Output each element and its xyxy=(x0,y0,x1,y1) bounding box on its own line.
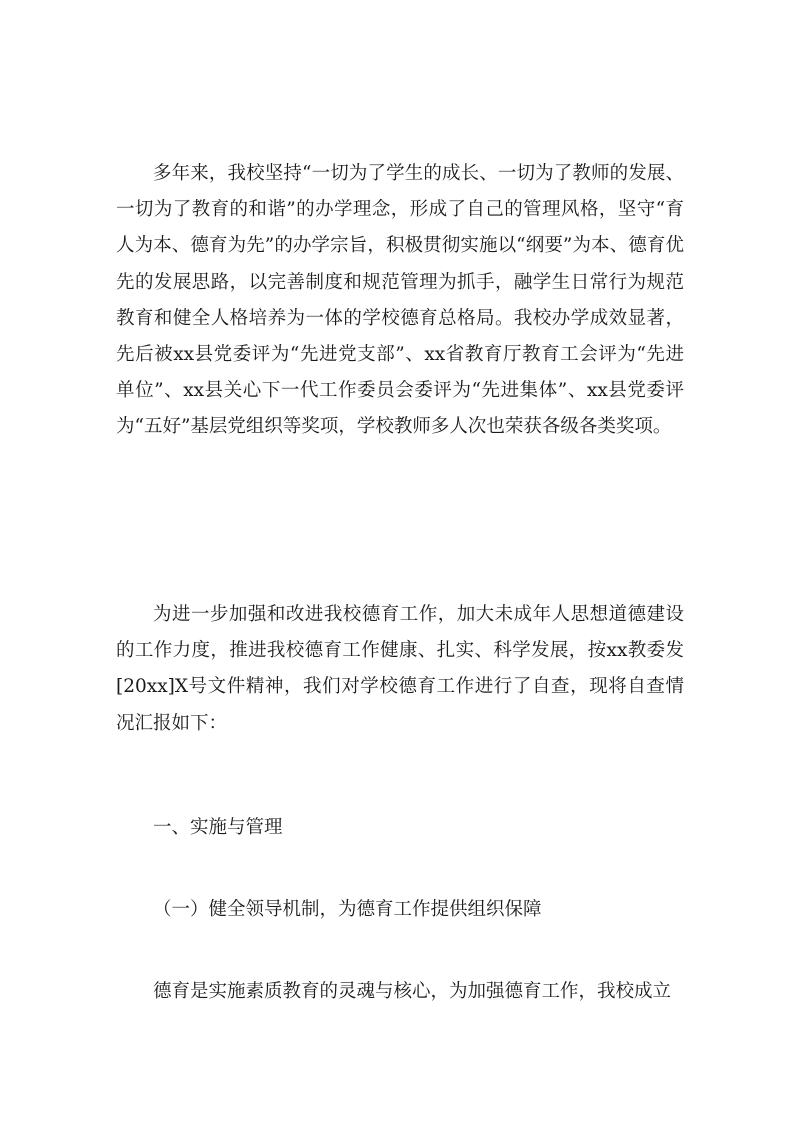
body-paragraph-self-inspection-intro: 为进一步加强和改进我校德育工作，加大未成年人思想道德建设的工作力度，推进我校德育工作健康、扎实、科学发展，按xx教委发[20xx]X号文件精神，我们对学校德育工作进行了自查，现将自查情况汇报如下： xyxy=(116,604,684,734)
section-heading: 一、实施与管理 xyxy=(153,817,283,838)
subsection-heading: （一）健全领导机制，为德育工作提供组织保障 xyxy=(153,899,542,920)
body-paragraph-school-overview: 多年来，我校坚持“一切为了学生的成长、一切为了教师的发展、一切为了教育的和谐”的办学理念，形成了自己的管理风格，坚守“育人为本、德育为先”的办学宗旨，积极贯彻实施以“纲要”为本、德育优先的发展思路，以完善制度和规范管理为抓手，融学生日常行为规范教育和健全人格培养为一体的学校德育总格局。我校办学成效显著，先后被xx县党委评为“先进党支部”、xx省教育厅教育工会评为“先进单位”、xx县关心下一代工作委员会委评为“先进集体”、xx县党委评为“五好”基层党组织等奖项，学校教师多人次也荣获各级各类奖项。 xyxy=(116,163,684,438)
body-paragraph-moral-education: 德育是实施素质教育的灵魂与核心，为加强德育工作，我校成立 xyxy=(153,981,672,1002)
